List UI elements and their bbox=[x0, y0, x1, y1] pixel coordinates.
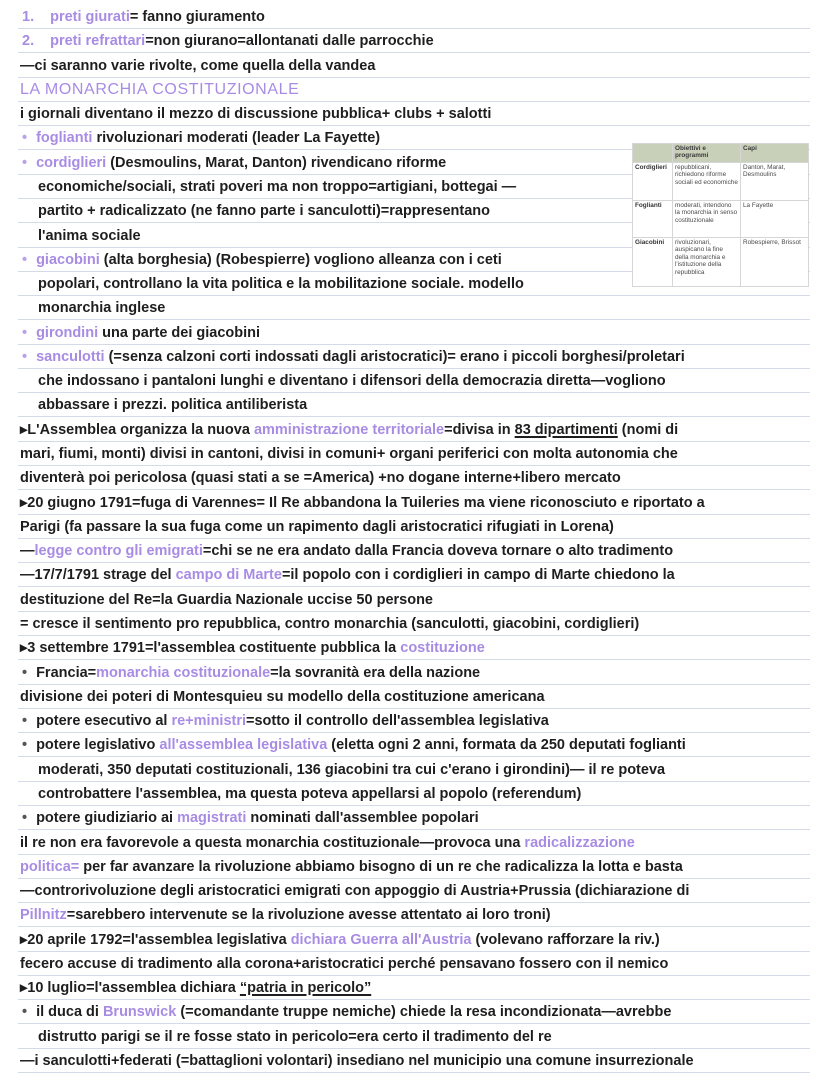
note-text: una parte dei giacobini bbox=[98, 324, 261, 341]
note-text: potere legislativo bbox=[36, 737, 160, 754]
note-line bbox=[20, 467, 621, 489]
ruled-line bbox=[18, 514, 810, 515]
highlighted-term: foglianti bbox=[36, 130, 93, 147]
highlighted-term: Brunswick bbox=[102, 1004, 177, 1021]
note-line bbox=[38, 200, 490, 222]
note-text: =sarebbero intervenute se la rivoluzione avesse attentato ai loro troni) bbox=[66, 907, 551, 924]
note-text: controbattere l'assemblea, ma questa poteva appellarsi al popolo (referendum) bbox=[38, 785, 582, 802]
note-line bbox=[20, 662, 480, 684]
bullet: • bbox=[22, 737, 28, 754]
note-line bbox=[20, 516, 614, 538]
table-row-label: Giacobini bbox=[633, 238, 673, 287]
ruled-line bbox=[18, 1048, 810, 1049]
note-line bbox=[20, 977, 371, 999]
highlighted-term: cordiglieri bbox=[36, 154, 107, 171]
note-line bbox=[20, 929, 660, 951]
bullet: • bbox=[22, 130, 28, 147]
note-text: =non giurano=allontanati dalle parrocchie bbox=[145, 33, 434, 50]
bullet: • bbox=[22, 154, 28, 171]
note-text: =sotto il controllo dell'assemblea legislativa bbox=[246, 713, 549, 730]
note-line bbox=[20, 953, 668, 975]
note-text: per far avanzare la rivoluzione abbiamo bisogno di un re che radicalizza la lotta e basta bbox=[79, 858, 683, 875]
note-line bbox=[38, 783, 581, 805]
table-cell-goals: repubblicani, richiedono riforme sociali ed economiche bbox=[673, 163, 741, 201]
note-line bbox=[38, 225, 141, 247]
note-line bbox=[38, 273, 524, 295]
note-text: —17/7/1791 strage del bbox=[20, 567, 176, 584]
note-text: (nomi di bbox=[617, 421, 679, 438]
ruled-line bbox=[18, 489, 810, 490]
note-text: —i sanculotti+federati (=battaglioni volontari) insediano nel municipio una comune insurrezionale bbox=[20, 1053, 694, 1070]
parties-table bbox=[632, 143, 809, 287]
note-line bbox=[20, 152, 446, 174]
note-text: il re non era favorevole a questa monarchia costituzionale—provoca una bbox=[20, 834, 525, 851]
ruled-line bbox=[18, 52, 810, 53]
bullet: • bbox=[22, 324, 28, 341]
note-text: l'anima sociale bbox=[38, 227, 141, 244]
note-line bbox=[20, 613, 639, 635]
ruled-line bbox=[18, 878, 810, 879]
ruled-line bbox=[18, 295, 810, 296]
ruled-line bbox=[18, 101, 810, 102]
note-text: partito + radicalizzato (ne fanno parte i sanculotti)=rappresentano bbox=[38, 203, 490, 220]
note-line bbox=[20, 807, 479, 829]
note-text: (alta borghesia) (Robespierre) vogliono alleanza con i ceti bbox=[99, 251, 502, 268]
note-line bbox=[20, 1050, 694, 1072]
ruled-line bbox=[18, 465, 810, 466]
list-number: 1. bbox=[22, 9, 35, 25]
ruled-line bbox=[18, 344, 810, 345]
note-text: —ci saranno varie rivolte, come quella della vandea bbox=[20, 57, 376, 74]
ruled-line bbox=[18, 756, 810, 757]
highlighted-term: girondini bbox=[36, 324, 99, 341]
table-cell-goals: moderati, intendono la monarchia in senso costituzionale bbox=[673, 201, 741, 238]
note-text: =la sovranità era della nazione bbox=[270, 664, 481, 681]
note-text: Francia= bbox=[36, 664, 97, 681]
note-line bbox=[20, 1001, 671, 1023]
ruled-line bbox=[18, 635, 810, 636]
highlighted-term: monarchia costituzionale bbox=[96, 664, 271, 681]
note-text: mari, fiumi, monti) divisi in cantoni, divisi in comuni+ organi periferici con molta autonomia che bbox=[20, 446, 678, 463]
note-text: (volevano rafforzare la riv.) bbox=[471, 931, 660, 948]
ruled-line bbox=[18, 926, 810, 927]
note-text: = cresce il sentimento pro repubblica, contro monarchia (sanculotti, giacobini, cordiglieri) bbox=[20, 616, 640, 632]
table-header-goals: Obiettivi e programmi bbox=[673, 144, 741, 163]
note-text: Parigi (fa passare la sua fuga come un rapimento dagli aristocratici rifugiati in Lorena) bbox=[20, 518, 614, 535]
note-line bbox=[20, 6, 265, 28]
ruled-line bbox=[18, 1023, 810, 1024]
note-text: (=comandante truppe nemiche) chiede la resa incondizionata—avrebbe bbox=[176, 1004, 672, 1021]
note-line bbox=[38, 297, 165, 319]
note-text: fecero accuse di tradimento alla corona+aristocratici perché pensavano fossero con il nemico bbox=[20, 955, 669, 972]
note-line bbox=[38, 759, 665, 781]
note-text: destituzione del Re=la Guardia Nazionale uccise 50 persone bbox=[20, 591, 433, 608]
note-line bbox=[20, 686, 545, 708]
note-line bbox=[20, 127, 380, 149]
table-header-leaders: Capi bbox=[741, 144, 809, 163]
ruled-line bbox=[18, 392, 810, 393]
note-text: ▸20 aprile 1792=l'assemblea legislativa bbox=[20, 931, 291, 948]
table-cell-leaders: Danton, Marat, Desmoulins bbox=[741, 163, 809, 201]
underlined-text: “patria in pericolo” bbox=[239, 980, 372, 997]
note-text: divisione dei poteri di Montesquieu su modello della costituzione americana bbox=[20, 688, 545, 705]
ruled-line bbox=[18, 902, 810, 903]
highlighted-term: giacobini bbox=[36, 251, 100, 268]
table-cell-leaders: Robespierre, Brissot bbox=[741, 238, 809, 287]
note-text: economiche/sociali, strati poveri ma non troppo=artigiani, bottegai — bbox=[38, 178, 517, 195]
ruled-line bbox=[18, 659, 810, 660]
bullet: • bbox=[22, 1004, 28, 1021]
note-line bbox=[20, 249, 502, 271]
list-number: 2. bbox=[22, 33, 35, 50]
note-text: che indossano i pantaloni lunghi e diventano i difensori della democrazia diretta—vogliono bbox=[38, 373, 666, 390]
highlighted-term: Pillnitz bbox=[20, 907, 67, 924]
highlighted-term: all'assemblea legislativa bbox=[159, 737, 328, 754]
note-line bbox=[20, 637, 485, 659]
note-line bbox=[20, 734, 686, 756]
table-row bbox=[633, 201, 809, 238]
note-text: =chi se ne era andato dalla Francia doveva tornare o alto tradimento bbox=[202, 543, 674, 560]
table-row bbox=[633, 238, 809, 287]
note-text: — bbox=[20, 543, 35, 560]
note-text: = fanno giuramento bbox=[129, 9, 265, 25]
bullet: • bbox=[22, 810, 28, 827]
note-text: popolari, controllano la vita politica e la mobilitazione sociale. modello bbox=[38, 276, 524, 293]
ruled-line bbox=[18, 975, 810, 976]
note-line bbox=[20, 832, 635, 854]
note-line bbox=[20, 710, 549, 732]
note-line bbox=[20, 856, 683, 878]
ruled-line bbox=[18, 781, 810, 782]
ruled-line bbox=[18, 684, 810, 685]
section-heading-text: LA MONARCHIA COSTITUZIONALE bbox=[20, 80, 300, 98]
bullet: • bbox=[22, 251, 28, 268]
note-text: monarchia inglese bbox=[38, 300, 166, 317]
ruled-line bbox=[18, 562, 810, 563]
bullet: • bbox=[22, 664, 28, 681]
bullet: • bbox=[22, 713, 28, 730]
note-line bbox=[20, 540, 673, 562]
note-text: =il popolo con i cordiglieri in campo di Marte chiedono la bbox=[281, 567, 675, 584]
highlighted-term: preti refrattari bbox=[50, 33, 146, 50]
note-text: nominati dall'assemblee popolari bbox=[246, 810, 479, 827]
note-text: rivoluzionari moderati (leader La Fayette) bbox=[92, 130, 381, 147]
ruled-line bbox=[18, 854, 810, 855]
note-line bbox=[20, 55, 375, 77]
highlighted-term: preti giurati bbox=[50, 9, 130, 25]
note-text: ▸20 giugno 1791=fuga di Varennes= Il Re abbandona la Tuileries ma viene riconosciuto e riportato a bbox=[20, 494, 705, 511]
ruled-line bbox=[18, 441, 810, 442]
note-text: potere esecutivo al bbox=[36, 713, 172, 730]
ruled-line bbox=[18, 416, 810, 417]
ruled-line bbox=[18, 951, 810, 952]
note-text: potere giudiziario ai bbox=[36, 810, 178, 827]
note-text: ▸L'Assemblea organizza la nuova bbox=[20, 421, 254, 438]
highlighted-term: sanculotti bbox=[36, 348, 105, 365]
table-row bbox=[633, 163, 809, 201]
highlighted-term: re+ministri bbox=[171, 713, 247, 730]
ruled-line bbox=[18, 368, 810, 369]
highlighted-term: politica= bbox=[20, 858, 80, 875]
note-line bbox=[20, 322, 260, 344]
note-line bbox=[20, 589, 433, 611]
note-line bbox=[20, 564, 675, 586]
table-header-row bbox=[633, 144, 809, 163]
note-line bbox=[20, 103, 491, 125]
ruled-line bbox=[18, 611, 810, 612]
note-text: (Desmoulins, Marat, Danton) rivendicano riforme bbox=[106, 154, 447, 171]
table-header-blank bbox=[633, 144, 673, 163]
note-text: (eletta ogni 2 anni, formata da 250 deputati foglianti bbox=[327, 737, 686, 754]
ruled-line bbox=[18, 732, 810, 733]
ruled-line bbox=[18, 805, 810, 806]
table-row-label: Cordiglieri bbox=[633, 163, 673, 201]
note-text: il duca di bbox=[36, 1004, 103, 1021]
highlighted-term: radicalizzazione bbox=[524, 834, 635, 851]
note-text: distrutto parigi se il re fosse stato in pericolo=era certo il tradimento del re bbox=[38, 1028, 552, 1045]
note-text: (=senza calzoni corti indossati dagli aristocratici)= erano i piccoli borghesi/proletari bbox=[104, 348, 685, 365]
note-line bbox=[20, 904, 551, 926]
note-line bbox=[20, 30, 434, 52]
note-text: ▸3 settembre 1791=l'assemblea costituente pubblica la bbox=[20, 640, 401, 657]
note-text: =divisa in bbox=[444, 421, 515, 438]
highlighted-term: campo di Marte bbox=[175, 567, 282, 584]
note-line bbox=[38, 176, 516, 198]
note-text: —controrivoluzione degli aristocratici emigrati con appoggio di Austria+Prussia (dichiarazione di bbox=[20, 883, 690, 900]
note-line bbox=[20, 346, 685, 368]
underlined-text: 83 dipartimenti bbox=[514, 421, 618, 438]
note-text: i giornali diventano il mezzo di discussione pubblica+ clubs + salotti bbox=[20, 106, 492, 123]
ruled-line bbox=[18, 319, 810, 320]
note-text: diventerà poi pericolosa (quasi stati a se =America) +no dogane interne+libero mercato bbox=[20, 470, 621, 487]
note-line bbox=[20, 880, 689, 902]
ruled-line bbox=[18, 1072, 810, 1073]
bullet: • bbox=[22, 348, 28, 365]
highlighted-term: magistrati bbox=[177, 810, 247, 827]
ruled-line bbox=[18, 125, 810, 126]
table-cell-goals: rivoluzionari, auspicano la fine della monarchia e l'istituzione della repubblica bbox=[673, 238, 741, 287]
note-text: abbassare i prezzi. politica antiliberista bbox=[38, 397, 308, 414]
table-cell-leaders: La Fayette bbox=[741, 201, 809, 238]
note-line bbox=[38, 370, 666, 392]
ruled-line bbox=[18, 586, 810, 587]
ruled-line bbox=[18, 538, 810, 539]
note-line bbox=[20, 419, 678, 441]
highlighted-term: amministrazione territoriale bbox=[253, 421, 445, 438]
table-row-label: Foglianti bbox=[633, 201, 673, 238]
section-heading bbox=[20, 79, 299, 101]
note-line bbox=[38, 1026, 552, 1048]
highlighted-term: dichiara Guerra all'Austria bbox=[290, 931, 472, 948]
note-line bbox=[20, 492, 705, 514]
note-line bbox=[38, 394, 307, 416]
note-line bbox=[20, 443, 678, 465]
highlighted-term: costituzione bbox=[400, 640, 485, 657]
ruled-line bbox=[18, 708, 810, 709]
ruled-line bbox=[18, 829, 810, 830]
highlighted-term: legge contro gli emigrati bbox=[34, 543, 203, 560]
ruled-line bbox=[18, 28, 810, 29]
note-text: ▸10 luglio=l'assemblea dichiara bbox=[20, 980, 240, 997]
note-text: moderati, 350 deputati costituzionali, 136 giacobini tra cui c'erano i girondini)— il re poteva bbox=[38, 761, 666, 778]
ruled-line bbox=[18, 999, 810, 1000]
ruled-line bbox=[18, 77, 810, 78]
